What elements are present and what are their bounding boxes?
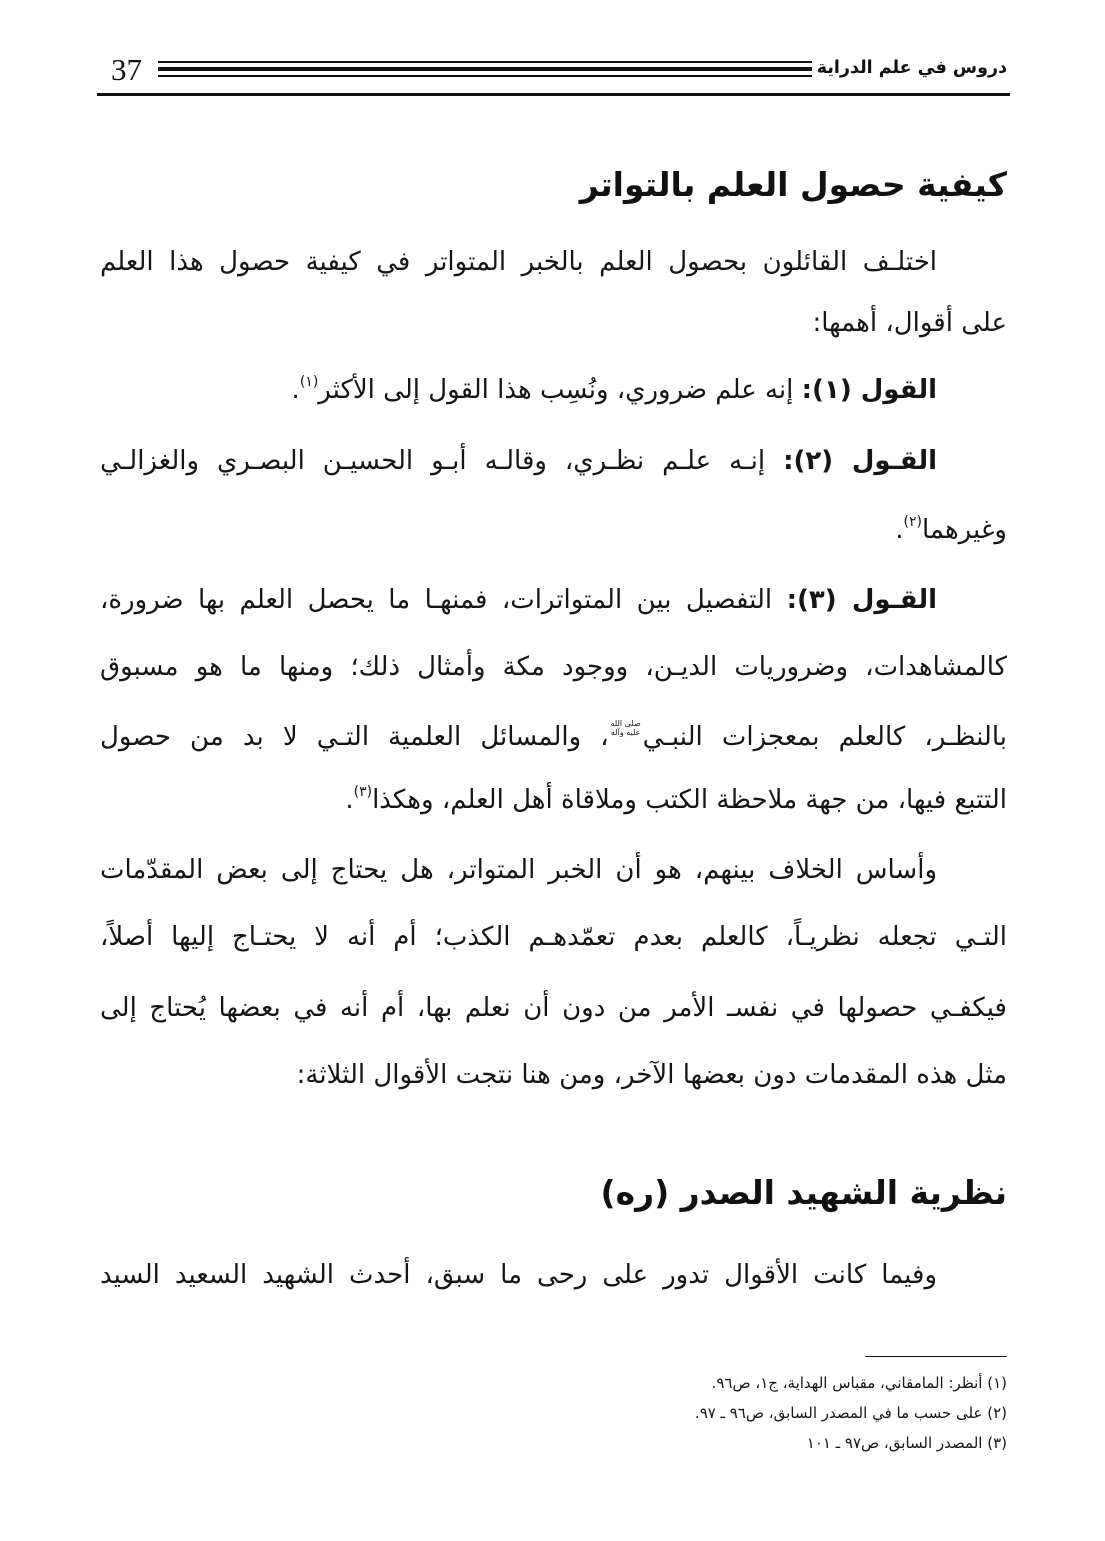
opinion-text: التفصيل بين المتواترات، فمنهـا ما يحصل العلم بها ضرورة، — [100, 585, 773, 615]
opinion-label: القول (١): — [801, 375, 937, 405]
opinion-3-line — [100, 575, 937, 625]
body-line — [100, 505, 1007, 555]
opinion-text: وغيرهما — [921, 515, 1007, 545]
sentence-end: . — [291, 375, 300, 405]
book-title-logo: دروس في علم الدراية — [816, 58, 1007, 78]
body-line — [100, 712, 1007, 762]
body-line: وأساس الخلاف بينهم، هو أن الخبر المتواتر، هل يحتاج إلى بعض المقدّمات — [100, 855, 937, 885]
sentence-end: . — [345, 785, 354, 815]
sentence-end: . — [895, 515, 904, 545]
opinion-2-line — [100, 436, 937, 486]
footnote-ref: (٣) — [353, 784, 373, 801]
footnote-separator — [865, 1356, 1007, 1357]
header-ornament-rule — [158, 61, 812, 77]
body-text: التتبع فيها، من جهة ملاحظة الكتب وملاقاة أهل العلم، وهكذا — [372, 785, 1007, 815]
page-number: 37 — [111, 52, 142, 87]
opinion-label: القـول (٢): — [783, 446, 938, 476]
header-rule — [97, 93, 1010, 96]
body-line: على أقوال، أهمها: — [812, 308, 1007, 338]
footnote: (١) أنظر: المامقاني، مقباس الهداية، ج١، ص٩٦. — [711, 1374, 1007, 1392]
body-line: كالمشاهدات، وضروريات الديـن، ووجود مكة وأمثال ذلك؛ ومنها ما هو مسبوق — [100, 652, 1007, 682]
footnote: (٢) على حسب ما في المصدر السابق، ص٩٦ ـ ٩٧. — [694, 1404, 1007, 1422]
body-text: بالنظـر، كالعلم بمعجزات النبـي — [642, 722, 1007, 752]
prophet-honorific-ligature: صلى الله عليه وآله — [610, 719, 641, 737]
opinion-1-line — [100, 365, 937, 415]
body-line — [100, 775, 1007, 825]
footnote-ref: (١) — [299, 374, 319, 391]
opinion-label: القـول (٣): — [786, 585, 938, 615]
footnote-ref: (٢) — [903, 514, 922, 531]
body-line: فيكفـي حصولها في نفسـ الأمر من دون أن نعلم بها، أم أنه في بعضها يُحتاج إلى — [100, 993, 1007, 1023]
opinion-text: إنـه علـم نظـري، وقالـه أبـو الحسيـن البصـري والغزالـي — [100, 446, 766, 476]
section-title: نظرية الشهيد الصدر (ره) — [600, 1173, 1007, 1212]
body-line: اختلـف القائلون بحصول العلم بالخبر المتواتر في كيفية حصول هذا العلم — [100, 247, 937, 277]
footnote: (٣) المصدر السابق، ص٩٧ ـ ١٠١ — [806, 1434, 1007, 1452]
section-title: كيفية حصول العلم بالتواتر — [579, 165, 1007, 204]
body-text: ، والمسائل العلمية التـي لا بد من حصول — [100, 722, 609, 752]
body-line: التـي تجعله نظريـاً، كالعلم بعدم تعمّدهـم الكذب؛ أم أنه لا يحتـاج إليها أصلاً، — [100, 922, 1007, 952]
body-line: مثل هذه المقدمات دون بعضها الآخر، ومن هنا نتجت الأقوال الثلاثة: — [296, 1060, 1007, 1090]
body-line: وفيما كانت الأقوال تدور على رحى ما سبق، أحدث الشهيد السعيد السيد — [100, 1260, 937, 1290]
opinion-text: إنه علم ضروري، ونُسِب هذا القول إلى الأكثر — [318, 375, 794, 405]
